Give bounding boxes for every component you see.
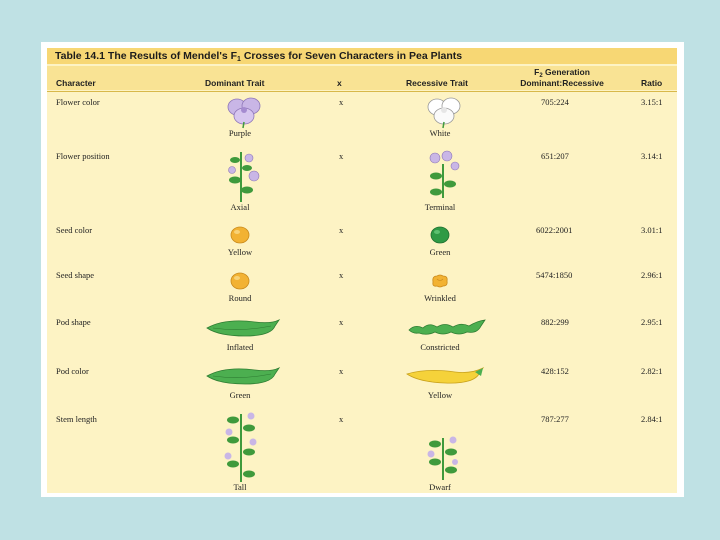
header-character: Character: [56, 78, 96, 88]
column-header-row: [47, 66, 677, 90]
dominant-label: Round: [228, 293, 252, 303]
dominant-label: Tall: [233, 482, 247, 492]
cross-symbol: x: [339, 414, 344, 424]
header-dominant-recessive: Dominant:Recessive: [520, 78, 604, 88]
f2-counts: 6022:2001: [536, 225, 573, 235]
ratio-value: 2.82:1: [641, 366, 663, 376]
green-pod-icon: [205, 366, 281, 388]
f2-counts: 882:299: [541, 317, 569, 327]
green-seed-icon: [429, 226, 451, 244]
title-prefix: Table 14.1 The Results of Mendel's F: [55, 50, 238, 62]
recessive-label: Constricted: [420, 342, 460, 352]
dominant-label: Green: [229, 390, 251, 400]
cross-symbol: x: [339, 366, 344, 376]
row-character: Seed color: [56, 225, 93, 235]
yellow-seed-icon: [229, 226, 251, 244]
f2-counts: 787:277: [541, 414, 569, 424]
purple-flower-icon: [225, 94, 265, 128]
header-dominant: Dominant Trait: [205, 78, 265, 88]
f2-counts: 428:152: [541, 366, 569, 376]
ratio-value: 2.96:1: [641, 270, 663, 280]
cross-symbol: x: [339, 317, 344, 327]
dwarf-plant-icon: [425, 434, 465, 480]
header-cross: x: [337, 78, 342, 88]
recessive-label: Terminal: [424, 202, 456, 212]
row-character: Stem length: [56, 414, 97, 424]
title-subscript: 1: [237, 56, 241, 63]
white-flower-icon: [425, 94, 465, 128]
ratio-value: 3.15:1: [641, 97, 663, 107]
f2-counts: 651:207: [541, 151, 569, 161]
row-character: Pod shape: [56, 317, 91, 327]
row-character: Pod color: [56, 366, 89, 376]
cross-symbol: x: [339, 97, 344, 107]
row-character: Seed shape: [56, 270, 95, 280]
table-panel: [47, 48, 677, 493]
header-rule: [47, 91, 677, 92]
cross-symbol: x: [339, 225, 344, 235]
wrinkled-seed-icon: [431, 274, 449, 288]
dominant-label: Purple: [228, 128, 252, 138]
f2-counts: 705:224: [541, 97, 569, 107]
ratio-value: 2.95:1: [641, 317, 663, 327]
recessive-label: White: [429, 128, 451, 138]
table-title: [55, 50, 462, 63]
cross-symbol: x: [339, 270, 344, 280]
ratio-value: 2.84:1: [641, 414, 663, 424]
header-recessive: Recessive Trait: [406, 78, 468, 88]
tall-plant-icon: [223, 412, 263, 482]
recessive-label: Green: [429, 247, 451, 257]
row-character: Flower color: [56, 97, 100, 107]
f2-suffix: Generation: [542, 67, 590, 77]
recessive-label: Wrinkled: [424, 293, 456, 303]
dominant-label: Axial: [230, 202, 250, 212]
table-title-bar: [47, 48, 677, 64]
title-suffix: Crosses for Seven Characters in Pea Plants: [240, 50, 463, 62]
ratio-value: 3.01:1: [641, 225, 663, 235]
dominant-label: Yellow: [227, 247, 253, 257]
yellow-pod-icon: [405, 366, 485, 388]
dominant-label: Inflated: [226, 342, 254, 352]
row-character: Flower position: [56, 151, 110, 161]
header-ratio: Ratio: [641, 78, 663, 88]
f2-prefix: F: [534, 67, 540, 77]
axial-flower-plant-icon: [227, 150, 267, 202]
f2-counts: 5474:1850: [536, 270, 573, 280]
constricted-pod-icon: [407, 318, 487, 340]
recessive-label: Yellow: [427, 390, 453, 400]
recessive-label: Dwarf: [429, 482, 451, 492]
inflated-pod-icon: [205, 318, 281, 340]
ratio-value: 3.14:1: [641, 151, 663, 161]
f2-subscript: 2: [539, 73, 543, 79]
cross-symbol: x: [339, 151, 344, 161]
round-seed-icon: [229, 272, 251, 290]
terminal-flower-plant-icon: [425, 150, 465, 198]
